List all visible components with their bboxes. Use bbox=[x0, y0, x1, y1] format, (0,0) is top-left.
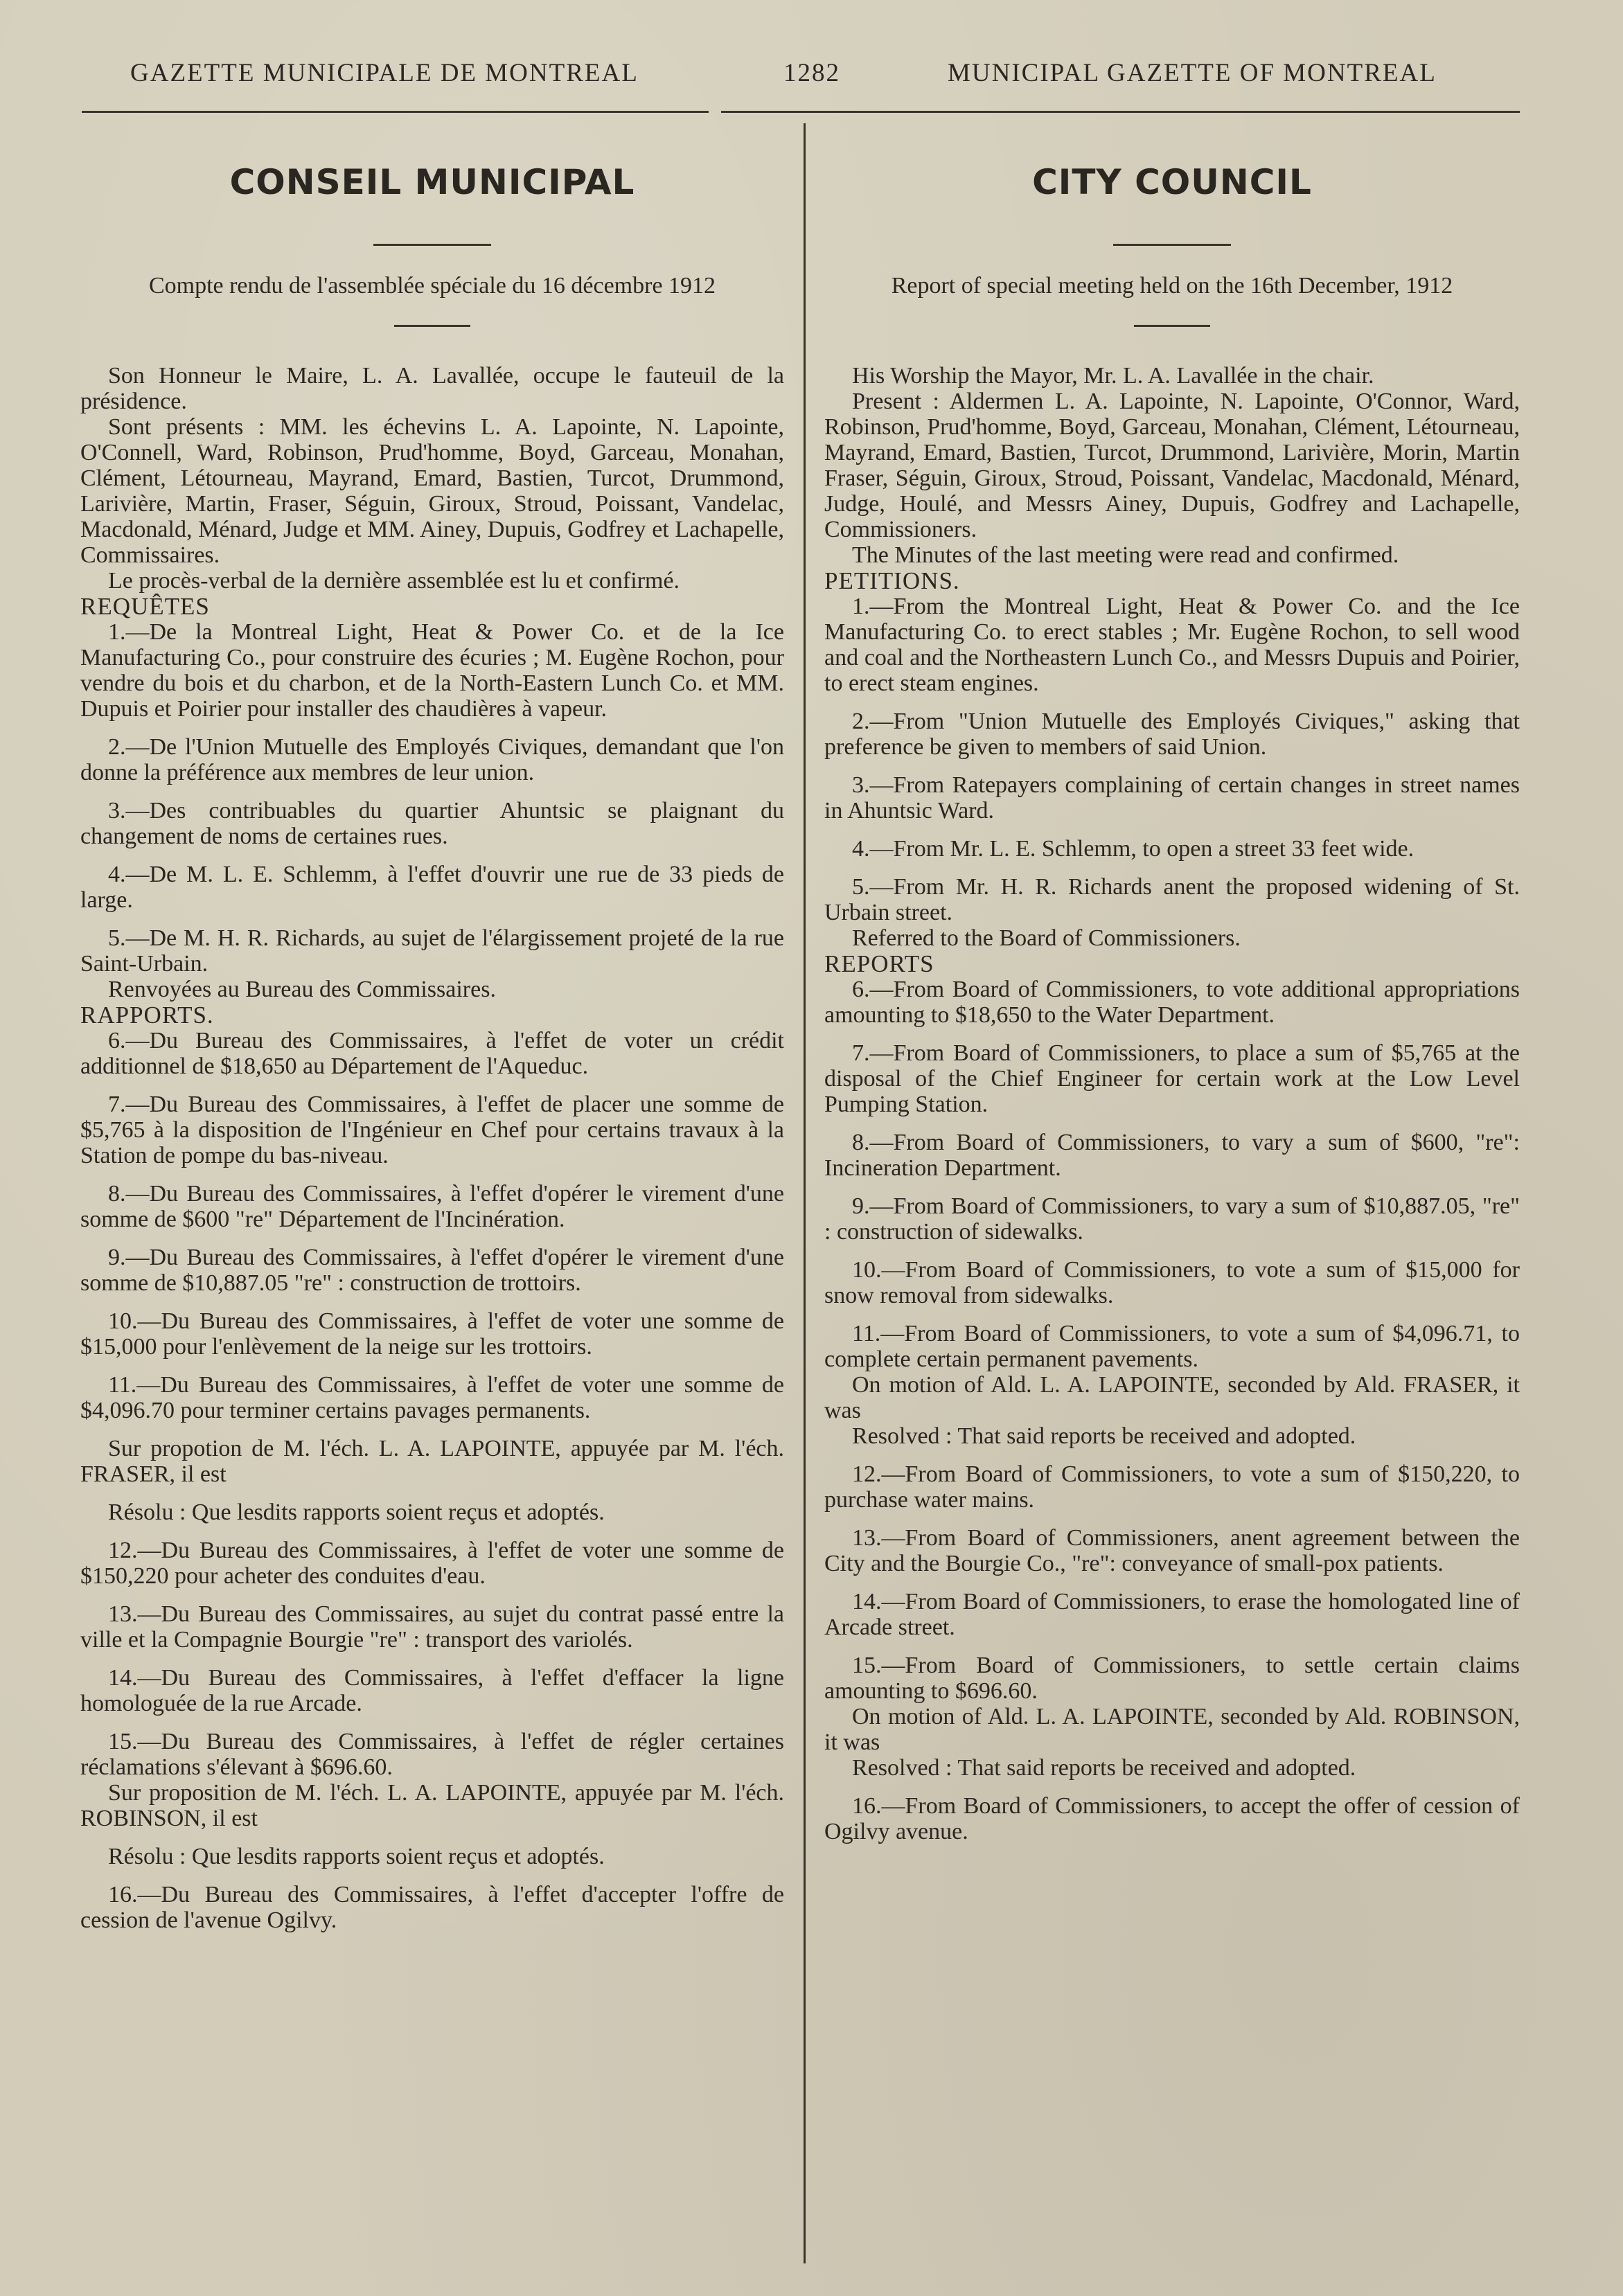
report-item: 14.—From Board of Commissioners, to erase the homologated line of Arcade street. bbox=[824, 1589, 1520, 1640]
intro-paragraph: Le procès-verbal de la dernière assemblée est lu et confirmé. bbox=[108, 568, 680, 594]
motion-text: Sur propotion de M. l'éch. L. A. LAPOINTE, appuyée par M. l'éch. FRASER, il est bbox=[80, 1436, 784, 1487]
requete-item: 3.—Des contribuables du quartier Ahuntsic se plaignant du changement de noms de certaines rues. bbox=[80, 798, 784, 849]
rapport-item: 14.—Du Bureau des Commissaires, à l'effet d'effacer la ligne homologuée de la rue Arcade. bbox=[80, 1665, 784, 1716]
resolution-text: Résolu : Que lesdits rapports soient reçus et adoptés. bbox=[108, 1499, 605, 1525]
motion-text: On motion of Ald. L. A. LAPOINTE, seconded by Ald. FRASER, it was bbox=[824, 1372, 1520, 1423]
report-item: 10.—From Board of Commissioners, to vote a sum of $15,000 for snow removal from sidewalks. bbox=[824, 1257, 1520, 1308]
petitions-referral: Referred to the Board of Commissioners. bbox=[852, 925, 1241, 951]
french-column bbox=[80, 139, 784, 1933]
reports-heading: REPORTS bbox=[824, 950, 934, 977]
report-item: 16.—From Board of Commissioners, to accept the offer of cession of Ogilvy avenue. bbox=[824, 1793, 1520, 1844]
requetes-heading: REQUÊTES bbox=[80, 593, 210, 620]
report-item: 9.—From Board of Commissioners, to vary a sum of $10,887.05, "re" : construction of sidewalks. bbox=[824, 1193, 1520, 1245]
report-item: 15.—From Board of Commissioners, to settle certain claims amounting to $696.60. bbox=[824, 1653, 1520, 1704]
header-rule-left bbox=[82, 111, 709, 113]
intro-paragraph: Present : Aldermen L. A. Lapointe, N. Lapointe, O'Connor, Ward, Robinson, Prud'homme, Boyd, Garceau, Monahan, Clément, Létourneau, Mayrand, Emard, Bastien, Turcot, Drummond, Larivière, Morin, Martin Fraser, Séguin, Giroux, Stroud, Poissant, Vandelac, Macdonald, Ménard, Judge, Houlé, and Messrs Ainey, Dupuis, Godfrey and Lachapelle, Commissioners. bbox=[824, 389, 1520, 542]
petitions-heading: PETITIONS. bbox=[824, 567, 960, 594]
petition-item: 3.—From Ratepayers complaining of certain changes in street names in Ahuntsic Ward. bbox=[824, 772, 1520, 824]
french-title: CONSEIL MUNICIPAL bbox=[229, 162, 635, 202]
petition-item: 2.—From "Union Mutuelle des Employés Civiques," asking that preference be given to members of said Union. bbox=[824, 709, 1520, 760]
requete-item: 1.—De la Montreal Light, Heat & Power Co. et de la Ice Manufacturing Co., pour construire des écuries ; M. Eugène Rochon, pour vendre du bois et du charbon, et de la North-Eastern Lunch Co. et MM. Dupuis et Poirier pour installer des chaudières à vapeur. bbox=[80, 619, 784, 722]
rapport-item: 7.—Du Bureau des Commissaires, à l'effet de placer une somme de $5,765 à la disposition de l'Ingénieur en Chef pour certains travaux à la Station de pompe du bas-niveau. bbox=[80, 1092, 784, 1168]
intro-paragraph: Sont présents : MM. les échevins L. A. Lapointe, N. Lapointe, O'Connell, Ward, Robinson, Prud'homme, Boyd, Garceau, Monahan, Clément, Létourneau, Mayrand, Emard, Bastien, Turcot, Drummond, Larivière, Martin, Fraser, Séguin, Giroux, Stroud, Poissant, Vandelac, Macdonald, Ménard, Judge et MM. Ainey, Dupuis, Godfrey et Lachapelle, Commissaires. bbox=[80, 414, 784, 568]
header-right-title: MUNICIPAL GAZETTE OF MONTREAL bbox=[948, 59, 1437, 87]
report-item: 7.—From Board of Commissioners, to place a sum of $5,765 at the disposal of the Chief Engineer for certain work at the Low Level Pumping Station. bbox=[824, 1040, 1520, 1117]
resolution-text: Résolu : Que lesdits rapports soient reçus et adoptés. bbox=[108, 1844, 605, 1869]
rapport-item: 15.—Du Bureau des Commissaires, à l'effet de régler certaines réclamations s'élevant à $696.60. bbox=[80, 1729, 784, 1780]
title-rule bbox=[373, 244, 491, 246]
intro-paragraph: Son Honneur le Maire, L. A. Lavallée, occupe le fauteuil de la présidence. bbox=[80, 363, 784, 414]
petition-item: 5.—From Mr. H. R. Richards anent the proposed widening of St. Urbain street. bbox=[824, 874, 1520, 925]
petition-item: 4.—From Mr. L. E. Schlemm, to open a street 33 feet wide. bbox=[852, 836, 1414, 862]
rapport-item: 6.—Du Bureau des Commissaires, à l'effet de voter un crédit additionnel de $18,650 au Département de l'Aqueduc. bbox=[80, 1028, 784, 1079]
report-item: 11.—From Board of Commissioners, to vote a sum of $4,096.71, to complete certain permanent pavements. bbox=[824, 1321, 1520, 1372]
petition-item: 1.—From the Montreal Light, Heat & Power Co. and the Ice Manufacturing Co. to erect stables ; Mr. Eugène Rochon, to sell wood and coal and the Northeastern Lunch Co., and Messrs Dupuis and Poirier, to erect steam engines. bbox=[824, 594, 1520, 696]
rapport-item: 12.—Du Bureau des Commissaires, à l'effet de voter une somme de $150,220 pour acheter des conduites d'eau. bbox=[80, 1538, 784, 1589]
requete-item: 5.—De M. H. R. Richards, au sujet de l'élargissement projeté de la rue Saint-Urbain. bbox=[80, 925, 784, 977]
rapport-item: 10.—Du Bureau des Commissaires, à l'effet de voter une somme de $15,000 pour l'enlèvement de la neige sur les trottoirs. bbox=[80, 1308, 784, 1360]
title-rule bbox=[1113, 244, 1231, 246]
rapports-heading: RAPPORTS. bbox=[80, 1002, 214, 1029]
report-item: 6.—From Board of Commissioners, to vote additional appropriations amounting to $18,650 to the Water Department. bbox=[824, 977, 1520, 1028]
rapport-item: 11.—Du Bureau des Commissaires, à l'effet de voter une somme de $4,096.70 pour terminer certains pavages permanents. bbox=[80, 1372, 784, 1423]
resolution-text: Resolved : That said reports be received and adopted. bbox=[852, 1423, 1356, 1449]
report-item: 13.—From Board of Commissioners, anent agreement between the City and the Bourgie Co., "re": conveyance of small-pox patients. bbox=[824, 1525, 1520, 1576]
column-divider bbox=[804, 123, 806, 2263]
french-body bbox=[80, 363, 784, 1933]
resolution-text: Resolved : That said reports be received and adopted. bbox=[852, 1755, 1356, 1781]
english-body bbox=[824, 363, 1520, 1844]
rapport-item: 9.—Du Bureau des Commissaires, à l'effet d'opérer le virement d'une somme de $10,887.05 "re" : construction de trottoirs. bbox=[80, 1245, 784, 1296]
header-left-title: GAZETTE MUNICIPALE DE MONTREAL bbox=[130, 59, 639, 87]
rapport-item: 16.—Du Bureau des Commissaires, à l'effet d'accepter l'offre de cession de l'avenue Ogilvy. bbox=[80, 1882, 784, 1933]
requete-item: 2.—De l'Union Mutuelle des Employés Civiques, demandant que l'on donne la préférence aux membres de leur union. bbox=[80, 734, 784, 785]
report-item: 12.—From Board of Commissioners, to vote a sum of $150,220, to purchase water mains. bbox=[824, 1461, 1520, 1513]
english-title: CITY COUNCIL bbox=[1032, 162, 1312, 202]
rapport-item: 8.—Du Bureau des Commissaires, à l'effet d'opérer le virement d'une somme de $600 "re" Département de l'Incinération. bbox=[80, 1181, 784, 1232]
rapport-item: 13.—Du Bureau des Commissaires, au sujet du contrat passé entre la ville et la Compagnie Bourgie "re" : transport des variolés. bbox=[80, 1601, 784, 1653]
french-subtitle: Compte rendu de l'assemblée spéciale du 16 décembre 1912 bbox=[148, 273, 716, 299]
intro-paragraph: The Minutes of the last meeting were read and confirmed. bbox=[852, 542, 1399, 568]
english-column bbox=[824, 139, 1520, 1844]
report-item: 8.—From Board of Commissioners, to vary a sum of $600, "re": Incineration Department. bbox=[824, 1130, 1520, 1181]
intro-paragraph: His Worship the Mayor, Mr. L. A. Lavallée in the chair. bbox=[852, 363, 1374, 389]
page-number: 1282 bbox=[783, 59, 840, 87]
running-head bbox=[0, 58, 1623, 93]
requetes-referral: Renvoyées au Bureau des Commissaires. bbox=[108, 977, 496, 1002]
english-subtitle: Report of special meeting held on the 16th December, 1912 bbox=[891, 273, 1453, 299]
motion-text: Sur proposition de M. l'éch. L. A. LAPOINTE, appuyée par M. l'éch. ROBINSON, il est bbox=[80, 1780, 784, 1831]
requete-item: 4.—De M. L. E. Schlemm, à l'effet d'ouvrir une rue de 33 pieds de large. bbox=[80, 862, 784, 913]
header-rule-right bbox=[721, 111, 1520, 113]
motion-text: On motion of Ald. L. A. LAPOINTE, seconded by Ald. ROBINSON, it was bbox=[824, 1704, 1520, 1755]
